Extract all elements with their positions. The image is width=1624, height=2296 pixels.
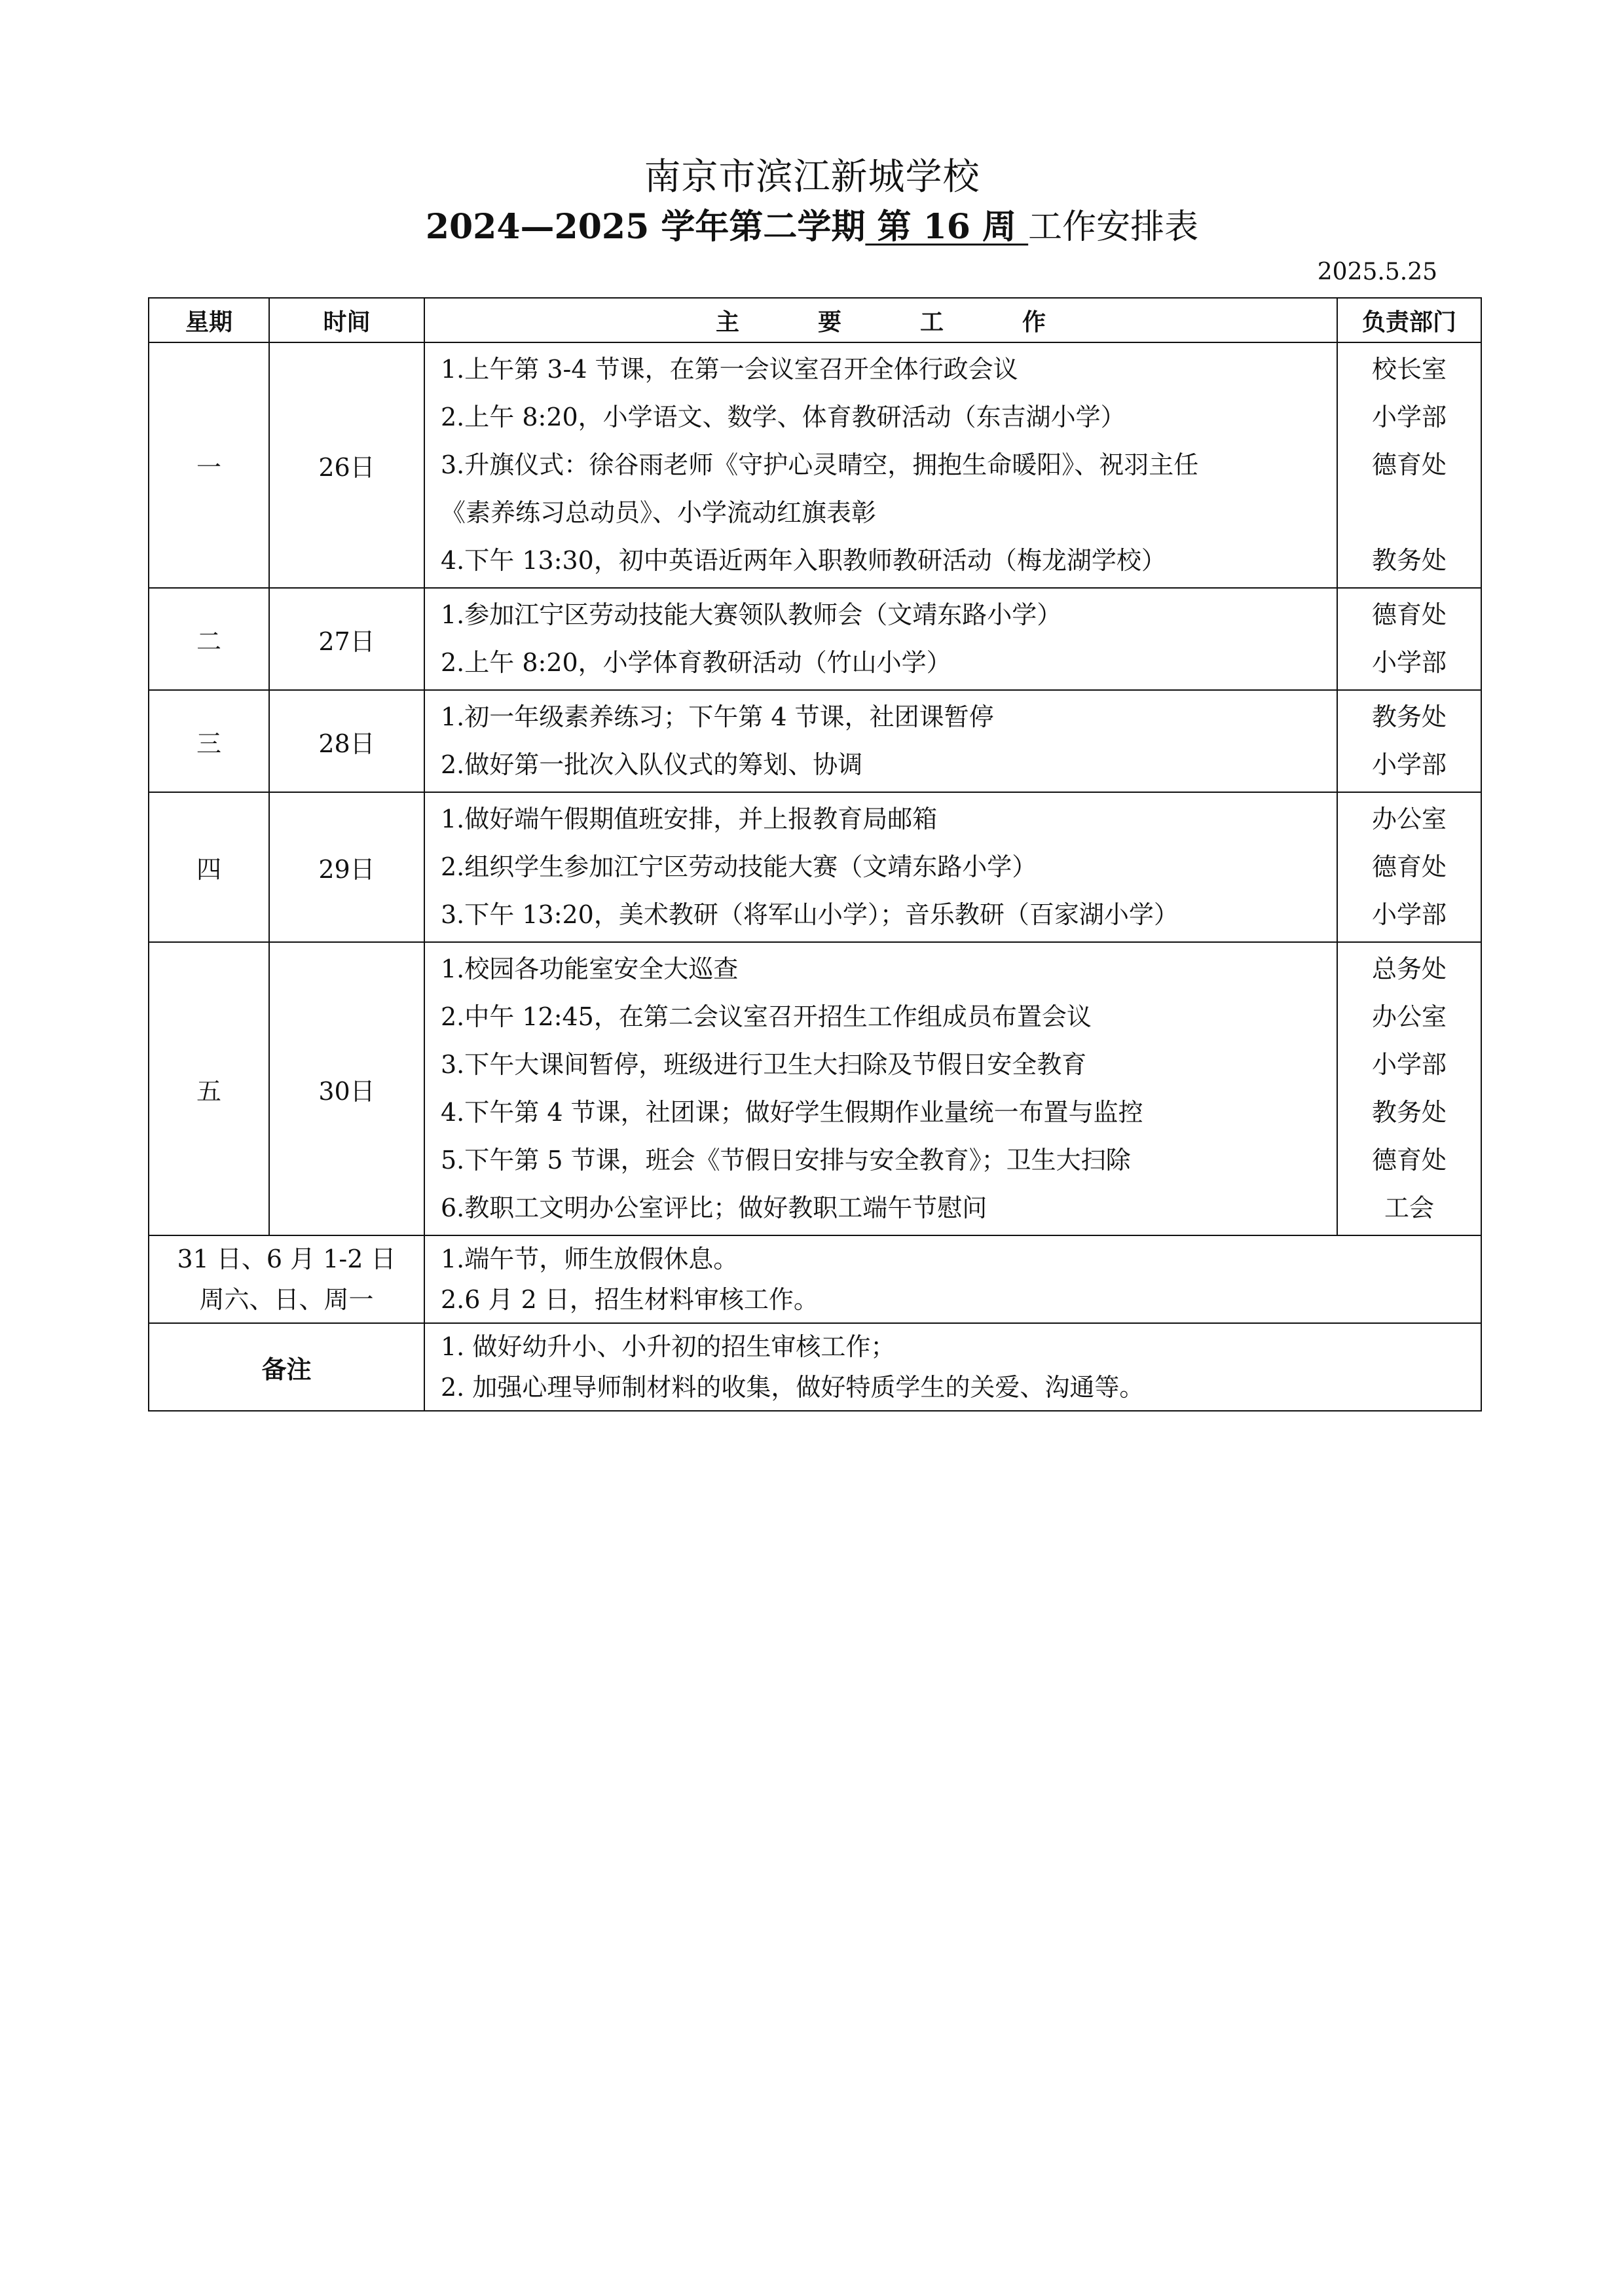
task-item: 《素养练习总动员》、小学流动红旗表彰 — [441, 498, 877, 527]
department-item: 小学部 — [1371, 648, 1447, 677]
title-suffix: 工作安排表 — [1028, 208, 1199, 247]
departments-cell — [1337, 342, 1481, 588]
department-item: 校长室 — [1371, 355, 1447, 384]
weekday-cell: 三 — [149, 690, 269, 792]
table-header-row — [149, 298, 1481, 342]
department-item: 小学部 — [1371, 403, 1447, 431]
date-cell: 28日 — [269, 690, 424, 792]
header-weekday: 星期 — [149, 298, 269, 342]
weekend-dates: 31 日、6 月 1-2 日 — [177, 1245, 396, 1273]
date-cell: 27日 — [269, 588, 424, 690]
weekend-label-cell — [149, 1235, 424, 1323]
department-item: 教务处 — [1371, 546, 1447, 575]
department-item: 小学部 — [1371, 1050, 1447, 1079]
task-item: 1.做好端午假期值班安排，并上报教育局邮箱 — [441, 805, 938, 833]
table-row-friday — [149, 942, 1481, 1235]
departments-cell — [1337, 942, 1481, 1235]
note-item: 1. 做好幼升小、小升初的招生审核工作； — [441, 1332, 896, 1361]
tasks-cell — [424, 588, 1337, 690]
term-prefix: 2024—2025 学年第二学期 — [425, 207, 866, 247]
task-item: 2.上午 8:20，小学语文、数学、体育教研活动（东吉湖小学） — [441, 403, 1126, 431]
note-item: 2. 加强心理导师制材料的收集，做好特质学生的关爱、沟通等。 — [441, 1373, 1145, 1402]
task-item: 1.端午节，师生放假休息。 — [441, 1245, 739, 1273]
task-item: 5.下午第 5 节课，班会《节假日安排与安全教育》；卫生大扫除 — [441, 1146, 1131, 1175]
weekend-tasks-cell — [424, 1235, 1481, 1323]
task-item: 3.下午 13:20，美术教研（将军山小学）；音乐教研（百家湖小学） — [441, 900, 1179, 929]
department-item: 德育处 — [1371, 450, 1447, 479]
task-item: 4.下午第 4 节课，社团课；做好学生假期作业量统一布置与监控 — [441, 1098, 1143, 1127]
notes-cell — [424, 1323, 1481, 1411]
department-item: 小学部 — [1371, 900, 1447, 929]
notes-label: 备注 — [149, 1323, 424, 1411]
task-item: 1.初一年级素养练习；下午第 4 节课，社团课暂停 — [441, 702, 994, 731]
tasks-cell — [424, 792, 1337, 942]
weekday-cell: 五 — [149, 942, 269, 1235]
tasks-cell — [424, 690, 1337, 792]
department-item: 德育处 — [1371, 600, 1447, 629]
header-department: 负责部门 — [1337, 298, 1481, 342]
header-main-work-char: 主 — [715, 308, 739, 336]
task-item: 2.组织学生参加江宁区劳动技能大赛（文靖东路小学） — [441, 852, 1037, 881]
weekend-days: 周六、日、周一 — [199, 1285, 374, 1314]
task-item: 1.参加江宁区劳动技能大赛领队教师会（文靖东路小学） — [441, 600, 1062, 629]
task-item: 4.下午 13:30，初中英语近两年入职教师教研活动（梅龙湖学校） — [441, 546, 1166, 575]
departments-cell — [1337, 792, 1481, 942]
task-item: 2.上午 8:20，小学体育教研活动（竹山小学） — [441, 648, 951, 677]
schedule-table — [148, 297, 1482, 1412]
issue-date: 2025.5.25 — [1317, 259, 1437, 285]
department-item: 总务处 — [1371, 955, 1447, 983]
task-item: 1.上午第 3-4 节课，在第一会议室召开全体行政会议 — [441, 355, 1018, 384]
task-item: 2.中午 12:45，在第二会议室召开招生工作组成员布置会议 — [441, 1002, 1092, 1031]
header-main-work-char: 工 — [920, 308, 944, 336]
weekday-cell: 一 — [149, 342, 269, 588]
date-cell: 30日 — [269, 942, 424, 1235]
task-item: 3.升旗仪式：徐谷雨老师《守护心灵晴空，拥抱生命暖阳》、祝羽主任 — [441, 450, 1199, 479]
table-row-thursday — [149, 792, 1481, 942]
table-row-monday — [149, 342, 1481, 588]
table-row-weekend — [149, 1235, 1481, 1323]
tasks-cell — [424, 342, 1337, 588]
weekday-cell: 四 — [149, 792, 269, 942]
task-item: 3.下午大课间暂停，班级进行卫生大扫除及节假日安全教育 — [441, 1050, 1087, 1079]
school-name: 南京市滨江新城学校 — [644, 156, 980, 198]
department-item: 工会 — [1384, 1194, 1434, 1222]
week-number: 第 16 周 — [865, 207, 1029, 247]
date-cell: 29日 — [269, 792, 424, 942]
task-item: 6.教职工文明办公室评比；做好教职工端午节慰问 — [441, 1194, 987, 1222]
department-item: 教务处 — [1371, 702, 1447, 731]
department-item — [1338, 489, 1481, 537]
header-time: 时间 — [269, 298, 424, 342]
department-item: 德育处 — [1371, 1146, 1447, 1175]
header-main-work-char: 要 — [817, 308, 841, 336]
table-row-tuesday — [149, 588, 1481, 690]
department-item: 德育处 — [1371, 852, 1447, 881]
departments-cell — [1337, 690, 1481, 792]
departments-cell — [1337, 588, 1481, 690]
department-item: 办公室 — [1371, 805, 1447, 833]
header-main-work — [424, 298, 1337, 342]
table-row-wednesday — [149, 690, 1481, 792]
header-main-work-char: 作 — [1022, 308, 1046, 336]
table-row-notes — [149, 1323, 1481, 1411]
task-item: 1.校园各功能室安全大巡查 — [441, 955, 739, 983]
department-item: 办公室 — [1371, 1002, 1447, 1031]
task-item: 2.做好第一批次入队仪式的筹划、协调 — [441, 750, 863, 779]
date-cell: 26日 — [269, 342, 424, 588]
department-item: 教务处 — [1371, 1098, 1447, 1127]
tasks-cell — [424, 942, 1337, 1235]
task-item: 2.6 月 2 日，招生材料审核工作。 — [441, 1285, 819, 1314]
department-item: 小学部 — [1371, 750, 1447, 779]
schedule-title — [0, 204, 1624, 250]
weekday-cell: 二 — [149, 588, 269, 690]
